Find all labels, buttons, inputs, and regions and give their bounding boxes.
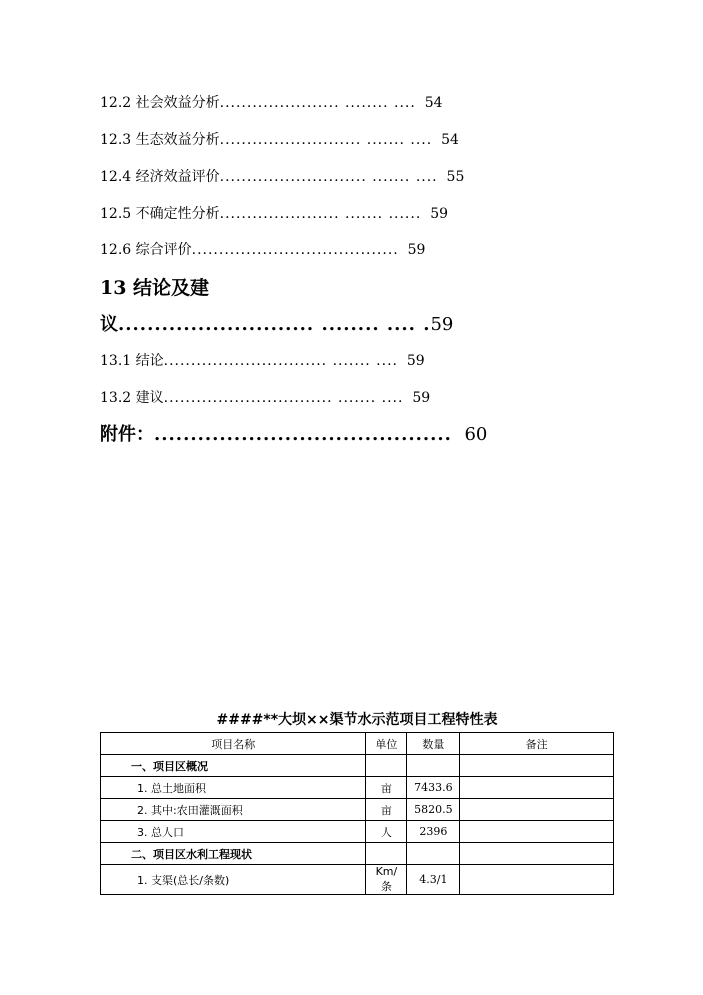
toc-label: 12.3 生态效益分析: [100, 132, 220, 148]
toc-page: 54: [441, 132, 459, 148]
toc-page: 59: [407, 242, 426, 258]
toc-dots: ...................... ........ ....: [219, 95, 416, 111]
toc-label: 12.2 社会效益分析: [100, 95, 220, 111]
table-row: [101, 843, 614, 865]
row-unit: [366, 755, 407, 777]
toc-entry-12-3[interactable]: [100, 131, 459, 149]
table-row: [101, 777, 614, 799]
toc-label: 13.2 建议: [100, 390, 164, 406]
toc-dots: ...................... ....... ......: [219, 206, 422, 222]
toc-entry-appendix[interactable]: [100, 424, 487, 446]
table-row: [101, 865, 614, 895]
toc-label: 13 结论及建: [100, 277, 210, 299]
row-note: [460, 799, 614, 821]
toc-label: 附件：: [100, 424, 154, 445]
toc-dots: .......................... ....... ....: [219, 132, 433, 148]
toc-dots: ........................... ........ .... .: [118, 314, 431, 335]
row-name: 二、项目区水利工程现状: [101, 843, 366, 865]
row-qty: [407, 755, 460, 777]
table-row: [101, 799, 614, 821]
toc-dots: .........................................: [154, 424, 452, 445]
header-qty: 数量: [407, 733, 460, 755]
row-unit: 亩: [366, 777, 407, 799]
row-name: 3. 总人口: [101, 821, 366, 843]
toc-entry-12-6[interactable]: [100, 241, 425, 259]
table-header-row: [101, 733, 614, 755]
toc-dots: ............................... ....... ....: [163, 390, 404, 406]
toc-entry-13-heading[interactable]: [100, 277, 209, 299]
toc-page: 54: [424, 95, 443, 111]
toc-entry-12-4[interactable]: [100, 168, 464, 186]
toc-entry-13-2[interactable]: [100, 389, 430, 407]
toc-page: 59: [406, 353, 425, 369]
toc-label: 13.1 结论: [100, 353, 164, 369]
header-name: 项目名称: [101, 733, 366, 755]
toc-page: 60: [464, 424, 488, 445]
row-note: [460, 865, 614, 895]
toc-label: 议: [100, 314, 118, 335]
header-note: 备注: [460, 733, 614, 755]
row-qty: [407, 843, 460, 865]
row-unit: Km/条: [366, 865, 407, 895]
row-qty: 4.3/1: [407, 865, 460, 895]
toc-dots: ........................... ....... ....: [219, 169, 438, 185]
table-row: [101, 821, 614, 843]
toc-entry-12-5[interactable]: [100, 205, 448, 223]
toc-page: 59: [430, 206, 449, 222]
toc-page: 55: [446, 169, 465, 185]
row-note: [460, 843, 614, 865]
toc-entry-12-2[interactable]: [100, 94, 443, 112]
toc-entry-13-continued[interactable]: [100, 314, 453, 336]
row-note: [460, 777, 614, 799]
row-unit: [366, 843, 407, 865]
row-name: 一、项目区概况: [101, 755, 366, 777]
row-note: [460, 755, 614, 777]
toc-label: 12.4 经济效益评价: [100, 169, 220, 185]
row-unit: 亩: [366, 799, 407, 821]
toc-label: 12.5 不确定性分析: [100, 206, 220, 222]
toc-label: 12.6 综合评价: [100, 242, 192, 258]
row-unit: 人: [366, 821, 407, 843]
row-qty: 5820.5: [407, 799, 460, 821]
toc-page: 59: [412, 390, 431, 406]
toc-entry-13-1[interactable]: [100, 352, 425, 370]
row-note: [460, 821, 614, 843]
row-qty: 7433.6: [407, 777, 460, 799]
table-title: ####**大坝××渠节水示范项目工程特性表: [216, 712, 498, 728]
table-row: [101, 755, 614, 777]
toc-page: 59: [430, 314, 454, 335]
header-unit: 单位: [366, 733, 407, 755]
row-name: 1. 支渠(总长/条数): [101, 865, 366, 895]
spec-table: [100, 732, 614, 895]
row-name: 2. 其中:农田灌溉面积: [101, 799, 366, 821]
row-name: 1. 总土地面积: [101, 777, 366, 799]
toc-dots: ......................................: [191, 242, 399, 258]
row-qty: 2396: [407, 821, 460, 843]
toc-dots: .............................. ....... ....: [163, 353, 398, 369]
